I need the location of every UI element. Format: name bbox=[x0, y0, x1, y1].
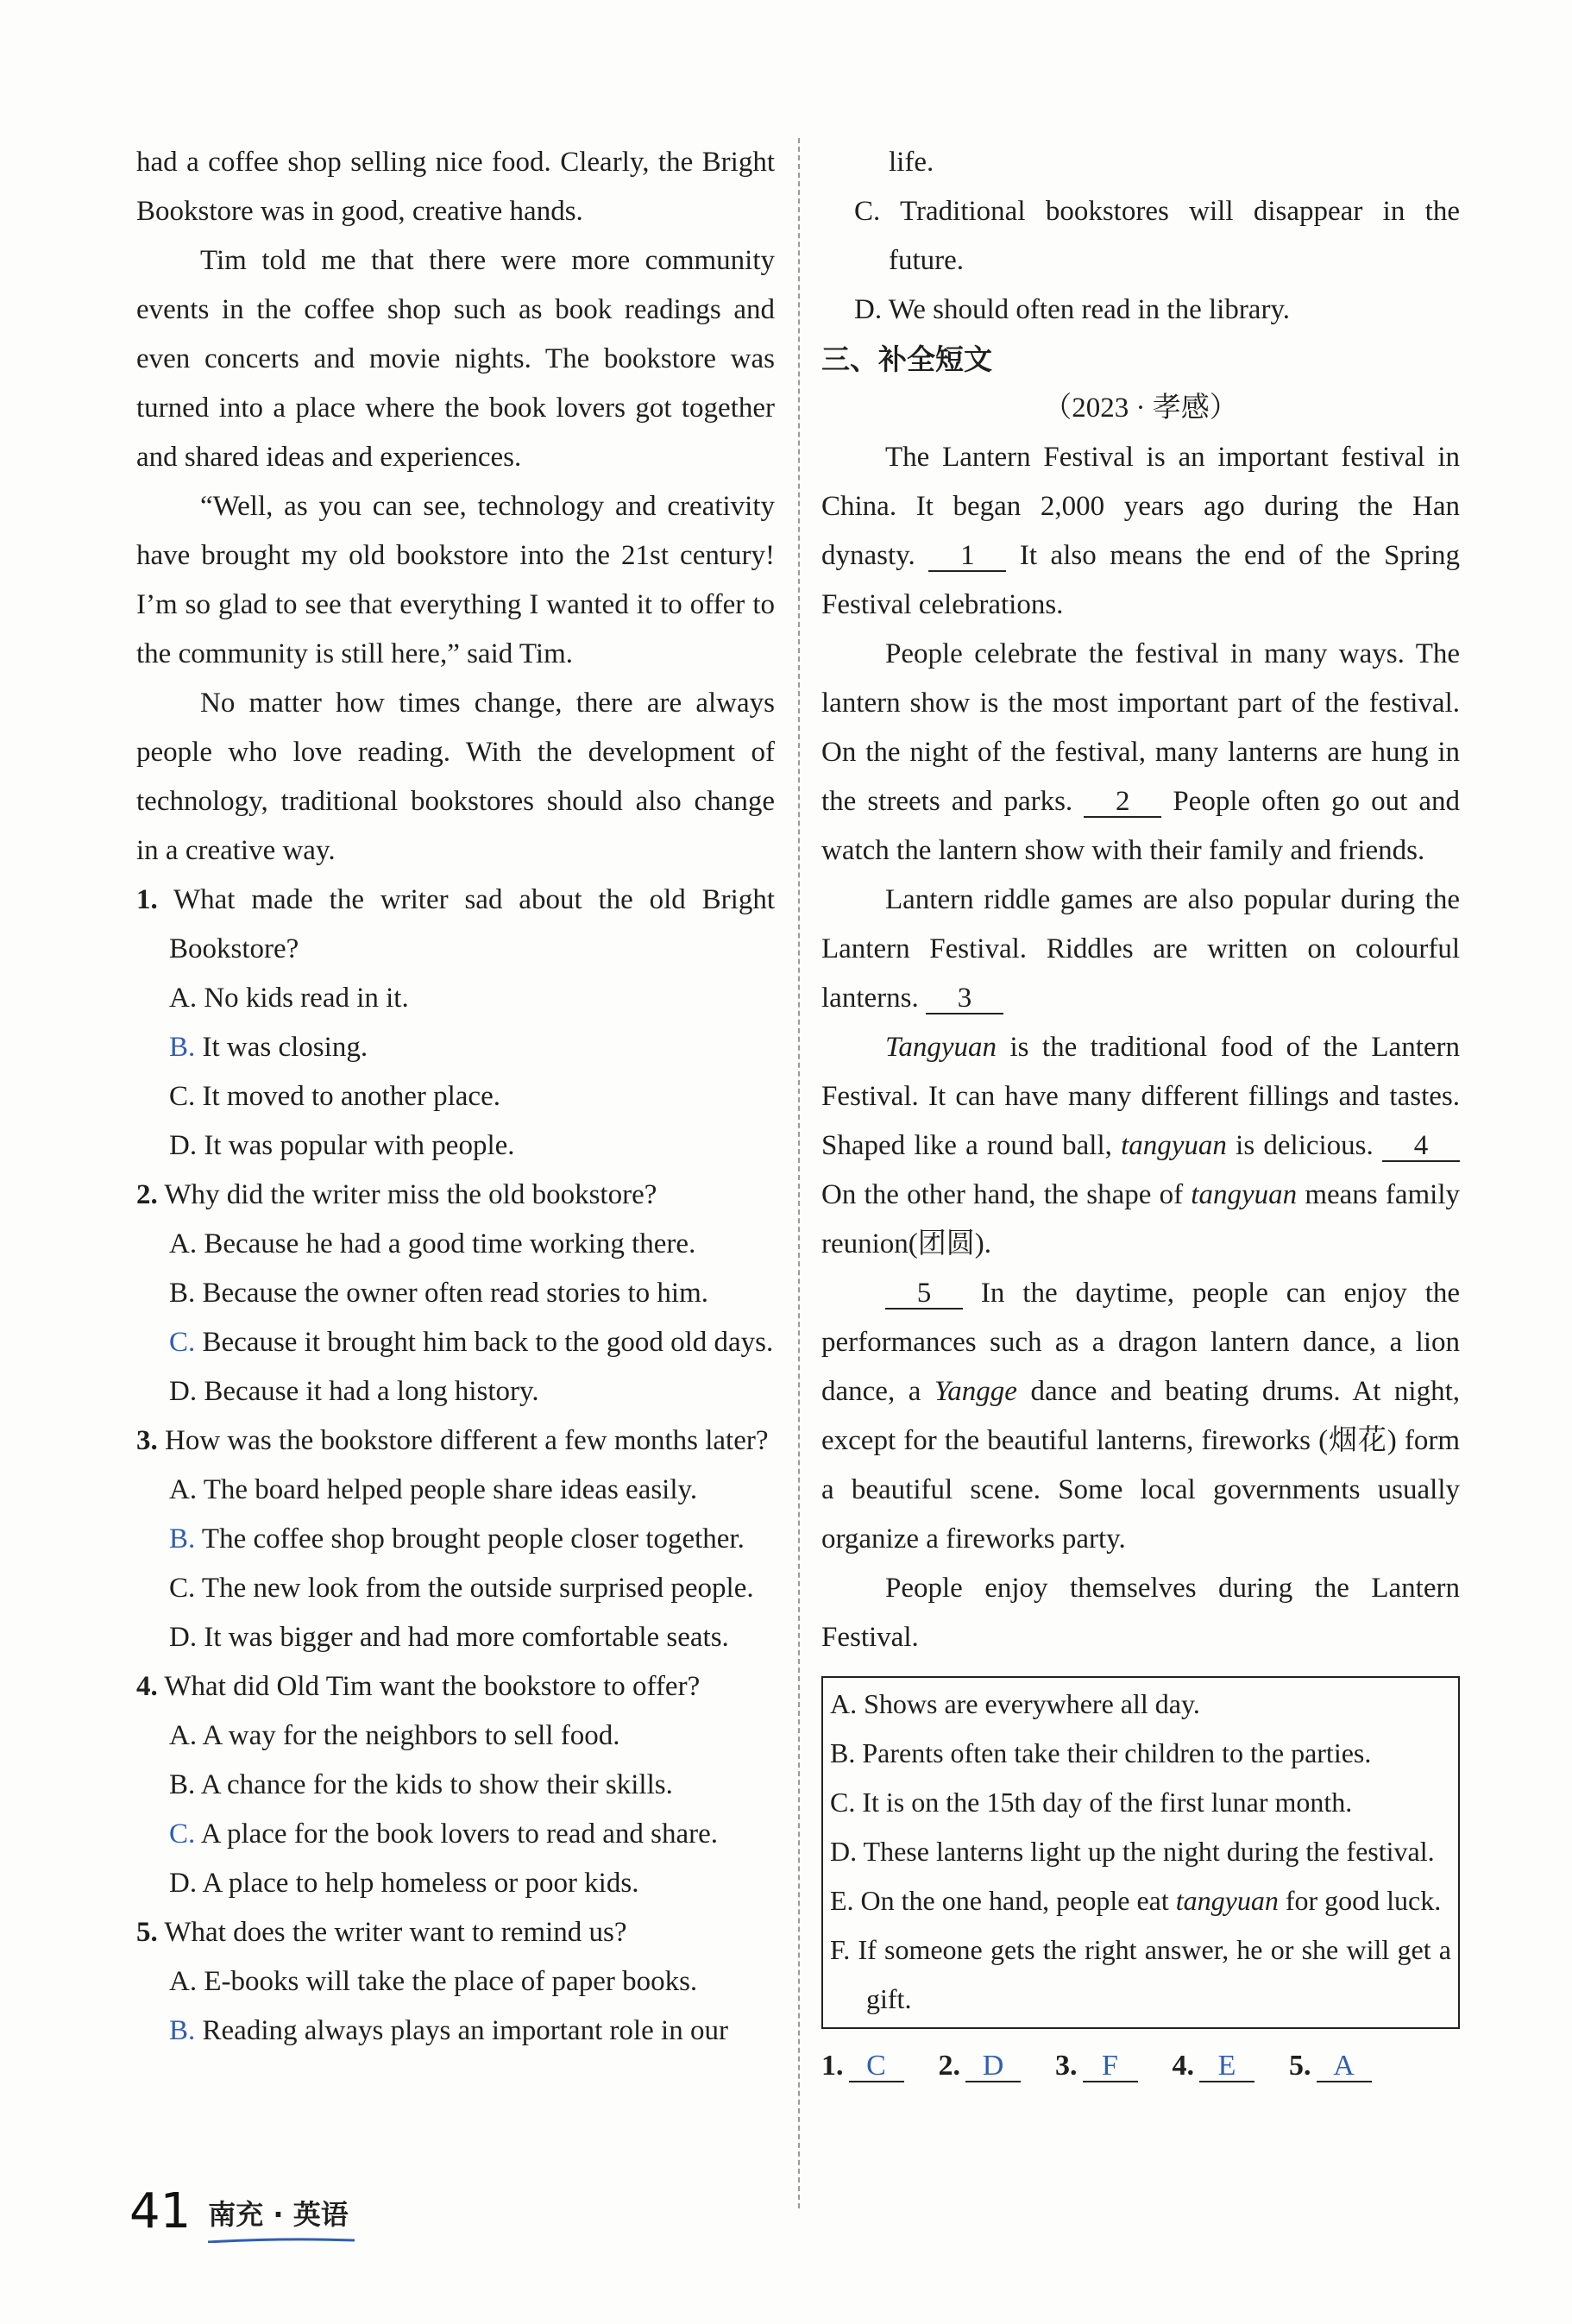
blank-2[interactable]: 2 bbox=[1084, 787, 1161, 818]
question-number: 3. bbox=[136, 1425, 158, 1456]
question-1 bbox=[136, 876, 775, 974]
option-label: D. bbox=[169, 1376, 198, 1407]
choice-label: F. bbox=[830, 1934, 851, 1965]
option-text: Because the owner often read stories to him. bbox=[202, 1278, 708, 1309]
option[interactable] bbox=[136, 1613, 775, 1662]
source-label: （2023 · 孝感） bbox=[1043, 393, 1238, 424]
option-selected[interactable] bbox=[136, 1810, 775, 1859]
question-text: How was the bookstore different a few months later? bbox=[165, 1425, 769, 1456]
passage-paragraph bbox=[821, 630, 1460, 876]
answer-value[interactable]: A bbox=[1317, 2051, 1372, 2082]
option[interactable] bbox=[136, 1859, 775, 1908]
option-text: E-books will take the place of paper books. bbox=[204, 1966, 698, 1997]
option[interactable] bbox=[136, 1220, 775, 1269]
option[interactable] bbox=[821, 286, 1460, 335]
option-text: No kids read in it. bbox=[204, 983, 409, 1014]
option[interactable] bbox=[136, 1367, 775, 1416]
option[interactable] bbox=[136, 1269, 775, 1318]
answer-number: 5. bbox=[1289, 2050, 1311, 2082]
italic-word: Yangge bbox=[934, 1376, 1017, 1407]
option-label: C. bbox=[854, 196, 881, 227]
paragraph: No matter how times change, there are always people who love reading. With the development of technology, traditional bookstores should also change in a creative way. bbox=[136, 688, 775, 866]
choice-item bbox=[830, 1925, 1451, 2024]
passage-paragraph bbox=[821, 1023, 1460, 1269]
choice-text: These lanterns light up the night during the festival. bbox=[863, 1836, 1435, 1867]
choice-item bbox=[830, 1680, 1451, 1729]
option-label: B. bbox=[169, 1769, 196, 1800]
paragraph: “Well, as you can see, technology and creativity have brought my old bookstore into the 21st century! I’m so glad to see that everything I wanted it to offer to the community is still here,” said Tim. bbox=[136, 491, 775, 669]
option-label-marked: C. bbox=[169, 1818, 196, 1850]
choice-item bbox=[830, 1778, 1451, 1827]
option[interactable] bbox=[136, 1564, 775, 1613]
paragraph: had a coffee shop selling nice food. Clearly, the Bright Bookstore was in good, creative hands. bbox=[136, 147, 775, 227]
option-label-marked: B. bbox=[169, 1032, 196, 1063]
question-text: Why did the writer miss the old bookstore? bbox=[164, 1179, 657, 1210]
option[interactable] bbox=[136, 1121, 775, 1171]
choice-item bbox=[830, 1827, 1451, 1876]
passage-text: is the traditional food of the Lantern Festival. It can have many different fillings and tastes. Shaped like a round ball, bbox=[821, 1032, 1460, 1161]
question-3 bbox=[136, 1416, 775, 1466]
answer-row bbox=[821, 2041, 1460, 2090]
italic-word: tangyuan bbox=[1191, 1179, 1298, 1210]
answer-number: 1. bbox=[821, 2050, 844, 2082]
option-label-marked: B. bbox=[169, 2015, 196, 2046]
question-number: 5. bbox=[136, 1917, 158, 1948]
blank-5[interactable]: 5 bbox=[885, 1278, 963, 1310]
option-text: Because he had a good time working there. bbox=[204, 1228, 696, 1259]
page-footer bbox=[129, 2169, 349, 2238]
option-text: We should often read in the library. bbox=[888, 294, 1291, 325]
option-text: A place to help homeless or poor kids. bbox=[202, 1868, 639, 1899]
option-label: A. bbox=[169, 1474, 198, 1505]
book-title-text: 南充 · 英语 bbox=[208, 2198, 349, 2231]
book-title bbox=[208, 2193, 348, 2238]
italic-word: tangyuan bbox=[1121, 1130, 1227, 1161]
option-label: D. bbox=[169, 1130, 198, 1161]
option-label: D. bbox=[169, 1622, 198, 1653]
choice-text: for good luck. bbox=[1285, 1885, 1442, 1916]
answer-3 bbox=[1055, 2041, 1138, 2090]
option-text: A chance for the kids to show their skills. bbox=[200, 1769, 673, 1800]
option-text: Traditional bookstores will disappear in the future. bbox=[889, 196, 1460, 276]
page-number: 41 bbox=[129, 2183, 192, 2239]
answer-number: 2. bbox=[938, 2050, 960, 2082]
option-text: Because it brought him back to the good old days. bbox=[202, 1327, 774, 1358]
option-label-marked: C. bbox=[169, 1327, 196, 1358]
question-number: 1. bbox=[136, 884, 158, 915]
column-divider bbox=[798, 138, 800, 2208]
option-text: The new look from the outside surprised people. bbox=[201, 1573, 754, 1604]
option-label: C. bbox=[169, 1081, 196, 1112]
option-text: A way for the neighbors to sell food. bbox=[202, 1720, 620, 1751]
option-label: A. bbox=[169, 1966, 198, 1997]
passage-text: is delicious. bbox=[1236, 1130, 1374, 1161]
passage-text: means family reunion(团圆). bbox=[821, 1179, 1461, 1259]
option[interactable] bbox=[136, 974, 775, 1023]
choices-box bbox=[821, 1676, 1460, 2029]
choice-text: If someone gets the right answer, he or she will get a gift. bbox=[858, 1934, 1452, 2014]
swoosh-decoration-icon bbox=[208, 2238, 355, 2243]
choice-label: D. bbox=[830, 1836, 858, 1867]
blank-3[interactable]: 3 bbox=[926, 983, 1003, 1014]
option-text: Reading always plays an important role in our bbox=[202, 2015, 728, 2046]
option-text: The coffee shop brought people closer together. bbox=[201, 1523, 745, 1555]
option-text: A place for the book lovers to read and share. bbox=[200, 1818, 718, 1850]
passage-text: People celebrate the festival in many ways. The lantern show is the most important part of the festival. On the night of the festival, many lanterns are hung in the streets and parks. bbox=[821, 638, 1460, 817]
choice-label: E. bbox=[830, 1885, 854, 1916]
passage-paragraph bbox=[821, 433, 1460, 630]
option[interactable] bbox=[136, 1466, 775, 1515]
section-title: 三、补全短文 bbox=[821, 342, 992, 376]
question-text: What does the writer want to remind us? bbox=[164, 1917, 627, 1948]
italic-word: Tangyuan bbox=[885, 1032, 997, 1063]
answer-number: 4. bbox=[1172, 2050, 1194, 2082]
choice-item bbox=[830, 1729, 1451, 1778]
question-5 bbox=[136, 1908, 775, 1957]
question-4 bbox=[136, 1662, 775, 1712]
option-label: D. bbox=[169, 1868, 198, 1899]
question-number: 2. bbox=[136, 1179, 158, 1210]
answer-value[interactable]: D bbox=[965, 2051, 1021, 2082]
choice-text: Shows are everywhere all day. bbox=[864, 1688, 1200, 1719]
answer-2 bbox=[939, 2041, 1022, 2090]
answer-1 bbox=[821, 2041, 904, 2090]
question-number: 4. bbox=[136, 1671, 158, 1702]
choice-text: It is on the 15th day of the first lunar month. bbox=[862, 1787, 1353, 1818]
passage-text: In the daytime, people can enjoy the performances such as a dragon lantern dance, a lion dance, a bbox=[821, 1278, 1461, 1407]
answer-value[interactable]: C bbox=[849, 2051, 904, 2082]
choice-label: B. bbox=[830, 1737, 856, 1768]
option[interactable] bbox=[136, 1761, 775, 1810]
choice-label: A. bbox=[830, 1688, 858, 1719]
option-label: A. bbox=[169, 1720, 198, 1751]
option-label-marked: B. bbox=[169, 1523, 196, 1555]
option[interactable] bbox=[821, 187, 1460, 286]
passage-text: dance and beating drums. At night, except for the beautiful lanterns, fireworks (烟花) form a beautiful scene. Some local governments usually organize a fireworks party. bbox=[821, 1376, 1460, 1555]
option[interactable] bbox=[136, 1712, 775, 1761]
question-text: What made the writer sad about the old Bright Bookstore? bbox=[169, 884, 775, 964]
blank-1[interactable]: 1 bbox=[928, 541, 1006, 572]
option-selected[interactable] bbox=[136, 1515, 775, 1564]
option-label: C. bbox=[169, 1573, 196, 1604]
question-text: What did Old Tim want the bookstore to offer? bbox=[164, 1671, 701, 1702]
option-label: B. bbox=[169, 1278, 196, 1309]
answer-value[interactable]: E bbox=[1199, 2051, 1254, 2082]
left-column bbox=[136, 138, 775, 2056]
passage-paragraph bbox=[821, 1269, 1460, 1564]
choice-text: On the one hand, people eat bbox=[860, 1885, 1169, 1916]
right-column bbox=[821, 138, 1460, 2090]
option-text: Because it had a long history. bbox=[204, 1376, 539, 1407]
choice-text: Parents often take their children to the parties. bbox=[862, 1737, 1372, 1768]
option-text: It was bigger and had more comfortable seats. bbox=[204, 1622, 729, 1653]
option-label: A. bbox=[169, 983, 198, 1014]
option-label: D. bbox=[854, 294, 883, 325]
answer-4 bbox=[1173, 2041, 1255, 2090]
option-selected[interactable] bbox=[136, 1318, 775, 1367]
passage-text: On the other hand, the shape of bbox=[821, 1179, 1184, 1210]
option-label: A. bbox=[169, 1228, 198, 1259]
question-2 bbox=[136, 1171, 775, 1220]
italic-word: tangyuan bbox=[1175, 1885, 1279, 1916]
passage-paragraph: People enjoy themselves during the Lantern Festival. bbox=[821, 1573, 1460, 1653]
option-text: It moved to another place. bbox=[202, 1081, 500, 1112]
passage-text: People often go out and watch the lantern show with their family and friends. bbox=[821, 786, 1460, 866]
passage-paragraph bbox=[821, 876, 1460, 1023]
paragraph: Tim told me that there were more community events in the coffee shop such as book readings and even concerts and movie nights. The bookstore was turned into a place where the book lovers got together and shared ideas and experiences. bbox=[136, 245, 775, 473]
answer-value[interactable]: F bbox=[1083, 2051, 1138, 2082]
option-continuation: life. bbox=[889, 147, 934, 178]
option[interactable] bbox=[136, 1072, 775, 1121]
choice-label: C. bbox=[830, 1787, 856, 1818]
answer-5 bbox=[1289, 2041, 1372, 2090]
option-selected[interactable] bbox=[136, 2007, 775, 2056]
choice-item bbox=[830, 1876, 1451, 1925]
option-text: It was popular with people. bbox=[204, 1130, 515, 1161]
passage-text: It also means the end of the Spring Festival celebrations. bbox=[821, 540, 1461, 620]
option-text: It was closing. bbox=[202, 1032, 368, 1063]
option-selected[interactable] bbox=[136, 1023, 775, 1072]
blank-4[interactable]: 4 bbox=[1382, 1131, 1460, 1162]
passage-text: Lantern riddle games are also popular during the Lantern Festival. Riddles are written on colourful lanterns. bbox=[821, 884, 1460, 1014]
option-text: The board helped people share ideas easily. bbox=[203, 1474, 698, 1505]
option[interactable] bbox=[136, 1957, 775, 2007]
passage-text: The Lantern Festival is an important festival in China. It began 2,000 years ago during the Han dynasty. bbox=[821, 442, 1460, 571]
answer-number: 3. bbox=[1055, 2050, 1078, 2082]
